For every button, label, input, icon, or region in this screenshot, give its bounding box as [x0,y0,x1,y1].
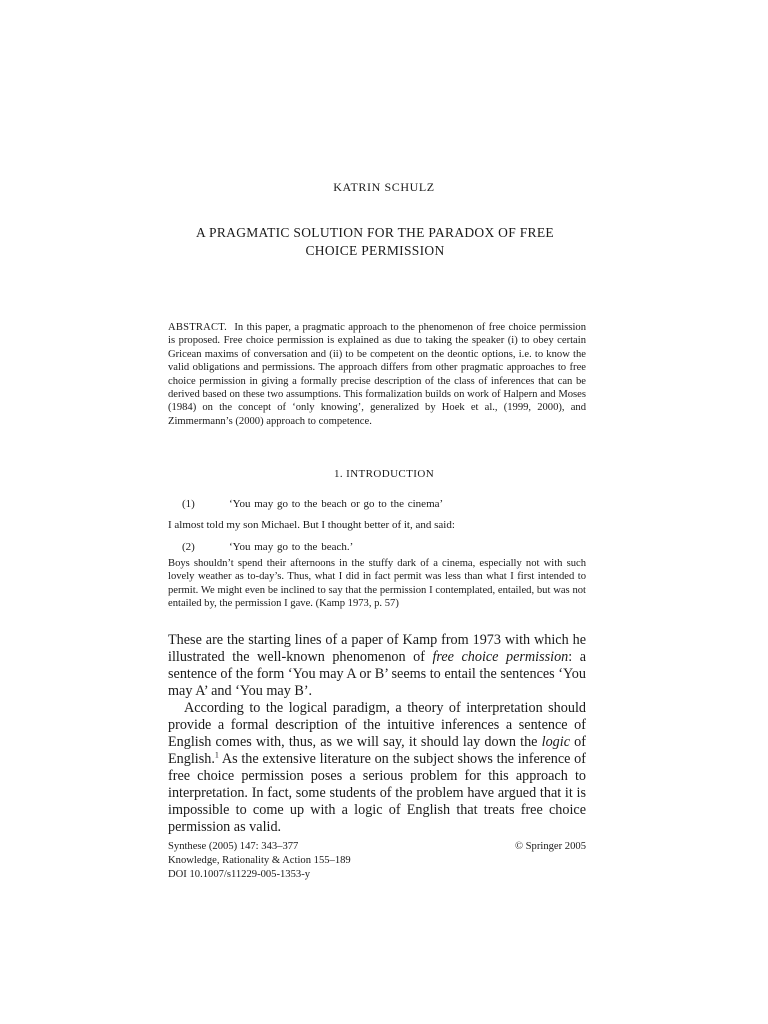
copyright: © Springer 2005 [514,841,586,852]
paragraph-text: These are the starting lines of a paper of Kamp from 1973 with which he illustrated the well-known phenomenon of [168,632,586,665]
example-1 [168,497,586,511]
block-quote: Boys shouldn’t spend their afternoons in the stuffy dark of a cinema, especially not with such lovely weather as to-day’s. Thus, what I did in fact permit was less than what I first intended to permit. We might even be inclined to say that the permission I contemplated, entailed, but was not entailed by, the permission I gave. (Kamp 1973, p. 57) [168,558,586,610]
title-line-2: CHOICE PERMISSION [305,243,445,258]
abstract-label: ABSTRACT. [168,322,227,333]
author-name: KATRIN SCHULZ [333,180,435,194]
doi[interactable]: DOI 10.1007/s11229-005-1353-y [168,869,311,880]
paragraph-text: of English. [168,734,586,767]
title-line-1: A PRAGMATIC SOLUTION FOR THE PARADOX OF FREE [196,225,554,240]
paragraph-text: According to the logical paradigm, a theory of interpretation should provide a formal description of the intuitive inferences a sentence of English comes with, thus, as we will say, it should lay down the [168,700,586,750]
italic-term: free choice permission [432,649,569,665]
abstract-text: In this paper, a pragmatic approach to the phenomenon of free choice permission is proposed. Free choice permission is explained as due to taking the speaker (i) to obey certain Gricean maxims of conversation and (ii) to be competent on the deontic options, i.e. to know the valid obligations and permissions. The approach differs from other pragmatic approaches to free choice permission in giving a formally precise description of the class of inferences that can be derived based on these two assumptions. This formalization builds on work of Halpern and Moses (1984) on the concept of ‘only knowing’, generalized by Hoek et al., (1999, 2000), and Zimmermann’s (2000) approach to competence. [168,322,586,427]
journal-citation: Synthese (2005) 147: 343–377 [168,841,299,852]
paragraph-text: As the extensive literature on the subject shows the inference of free choice permission poses a serious problem for this approach to interpretation. In fact, some students of the problem have argued that it is impossible to come up with a logic of English that treats free choice permission as valid. [168,751,586,835]
series-citation: Knowledge, Rationality & Action 155–189 [168,855,351,866]
paragraph-1 [168,632,586,700]
example-sentence: ‘You may go to the beach or go to the cinema’ [229,498,444,510]
paper-title [150,224,600,260]
section-heading: 1. INTRODUCTION [333,468,435,480]
footnote-marker[interactable]: 1 [214,750,219,760]
body-text [168,632,586,836]
example-sentence: ‘You may go to the beach.’ [229,541,354,553]
narrative-line: I almost told my son Michael. But I thought better of it, and said: [168,519,455,531]
paragraph-2 [168,700,586,836]
example-2 [168,540,586,554]
paragraph-text: : a sentence of the form ‘You may A or B’ seems to entail the sentences ‘You may A’ and ‘You may B’. [168,649,587,699]
example-number: (1) [182,498,195,510]
example-number: (2) [182,541,195,553]
italic-term: logic [541,734,570,750]
abstract [168,321,586,428]
citation-footer [168,840,586,882]
